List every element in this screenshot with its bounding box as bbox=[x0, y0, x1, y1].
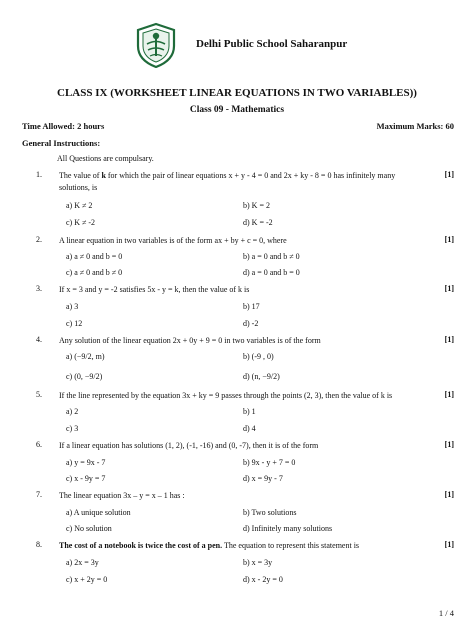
question-text: Any solution of the linear equation 2x + 0y + 9 = 0 in two variables is of the form bbox=[59, 336, 321, 345]
question-number: 8. bbox=[36, 540, 42, 549]
worksheet-subtitle: Class 09 - Mathematics bbox=[189, 105, 285, 115]
option-c[interactable]: c) (0, −9/2) bbox=[66, 372, 103, 381]
option-b[interactable]: b) Two solutions bbox=[243, 508, 297, 517]
option-a[interactable]: a) (−9/2, m) bbox=[66, 352, 105, 361]
option-c[interactable]: c) 12 bbox=[66, 319, 83, 328]
option-d[interactable]: d) Infinitely many solutions bbox=[243, 524, 333, 533]
option-b[interactable]: b) K = 2 bbox=[243, 201, 270, 210]
question-number: 5. bbox=[36, 390, 42, 399]
option-a[interactable]: a) a ≠ 0 and b = 0 bbox=[66, 252, 123, 261]
option-d[interactable]: d) -2 bbox=[243, 319, 259, 328]
question-text: A linear equation in two variables is of the form ax + by + c = 0, where bbox=[59, 236, 287, 245]
option-c[interactable]: c) x - 9y = 7 bbox=[66, 474, 106, 483]
option-d[interactable]: d) (n, −9/2) bbox=[243, 372, 280, 381]
question-number: 2. bbox=[36, 235, 42, 244]
question-text: If a linear equation has solutions (1, 2), (-1, -16) and (0, -7), then it is of the form bbox=[59, 441, 319, 450]
option-c[interactable]: c) K ≠ -2 bbox=[66, 218, 96, 227]
question-text: The linear equation 3x – y = x – 1 has : bbox=[59, 491, 185, 500]
page-number: 1 / 4 bbox=[438, 608, 454, 618]
time-allowed: Time Allowed: 2 hours bbox=[22, 121, 105, 131]
option-b[interactable]: b) x = 3y bbox=[243, 558, 273, 567]
question-marks: [1] bbox=[444, 390, 454, 399]
option-c[interactable]: c) a ≠ 0 and b ≠ 0 bbox=[66, 268, 123, 277]
option-a[interactable]: a) A unique solution bbox=[66, 508, 131, 517]
option-d[interactable]: d) a = 0 and b = 0 bbox=[243, 268, 300, 277]
question-text: The value of k for which the pair of linear equations x + y - 4 = 0 and 2x + ky - 8 = 0 has infinitely many solutions, is bbox=[59, 171, 396, 192]
option-c[interactable]: c) x + 2y = 0 bbox=[66, 575, 108, 584]
question-number: 4. bbox=[36, 335, 42, 344]
question-marks: [1] bbox=[444, 170, 454, 179]
question-marks: [1] bbox=[444, 335, 454, 344]
option-a[interactable]: a) K ≠ 2 bbox=[66, 201, 93, 210]
school-logo-icon bbox=[134, 22, 178, 68]
question-number: 1. bbox=[36, 170, 42, 179]
option-a[interactable]: a) y = 9x - 7 bbox=[66, 458, 106, 467]
option-d[interactable]: d) K = -2 bbox=[243, 218, 273, 227]
question-number: 3. bbox=[36, 284, 42, 293]
question-number: 6. bbox=[36, 440, 42, 449]
option-d[interactable]: d) x - 2y = 0 bbox=[243, 575, 283, 584]
question-marks: [1] bbox=[444, 284, 454, 293]
question-text: If the line represented by the equation 3x + ky = 9 passes through the points (2, 3), then the value of k is bbox=[59, 391, 393, 400]
question-marks: [1] bbox=[444, 540, 454, 549]
option-b[interactable]: b) 17 bbox=[243, 302, 260, 311]
school-name: Delhi Public School Saharanpur bbox=[196, 38, 348, 50]
option-d[interactable]: d) 4 bbox=[243, 424, 256, 433]
question-text: The cost of a notebook is twice the cost of a pen. The equation to represent this statement is bbox=[59, 541, 360, 550]
option-c[interactable]: c) 3 bbox=[66, 424, 79, 433]
option-b[interactable]: b) a = 0 and b ≠ 0 bbox=[243, 252, 300, 261]
option-b[interactable]: b) 9x - y + 7 = 0 bbox=[243, 458, 296, 467]
option-a[interactable]: a) 2 bbox=[66, 407, 79, 416]
option-b[interactable]: b) 1 bbox=[243, 407, 256, 416]
general-instructions-heading: General Instructions: bbox=[22, 138, 101, 148]
option-b[interactable]: b) (-9 , 0) bbox=[243, 352, 274, 361]
option-c[interactable]: c) No solution bbox=[66, 524, 112, 533]
question-marks: [1] bbox=[444, 235, 454, 244]
option-a[interactable]: a) 2x = 3y bbox=[66, 558, 99, 567]
option-a[interactable]: a) 3 bbox=[66, 302, 79, 311]
question-text: If x = 3 and y = -2 satisfies 5x - y = k, then the value of k is bbox=[59, 285, 250, 294]
maximum-marks: Maximum Marks: 60 bbox=[376, 121, 454, 131]
instruction-text: All Questions are compulsary. bbox=[57, 154, 154, 163]
worksheet-title: CLASS IX (WORKSHEET LINEAR EQUATIONS IN TWO VARIABLES)) bbox=[57, 87, 417, 99]
option-d[interactable]: d) x = 9y - 7 bbox=[243, 474, 283, 483]
question-marks: [1] bbox=[444, 440, 454, 449]
question-marks: [1] bbox=[444, 490, 454, 499]
question-number: 7. bbox=[36, 490, 42, 499]
